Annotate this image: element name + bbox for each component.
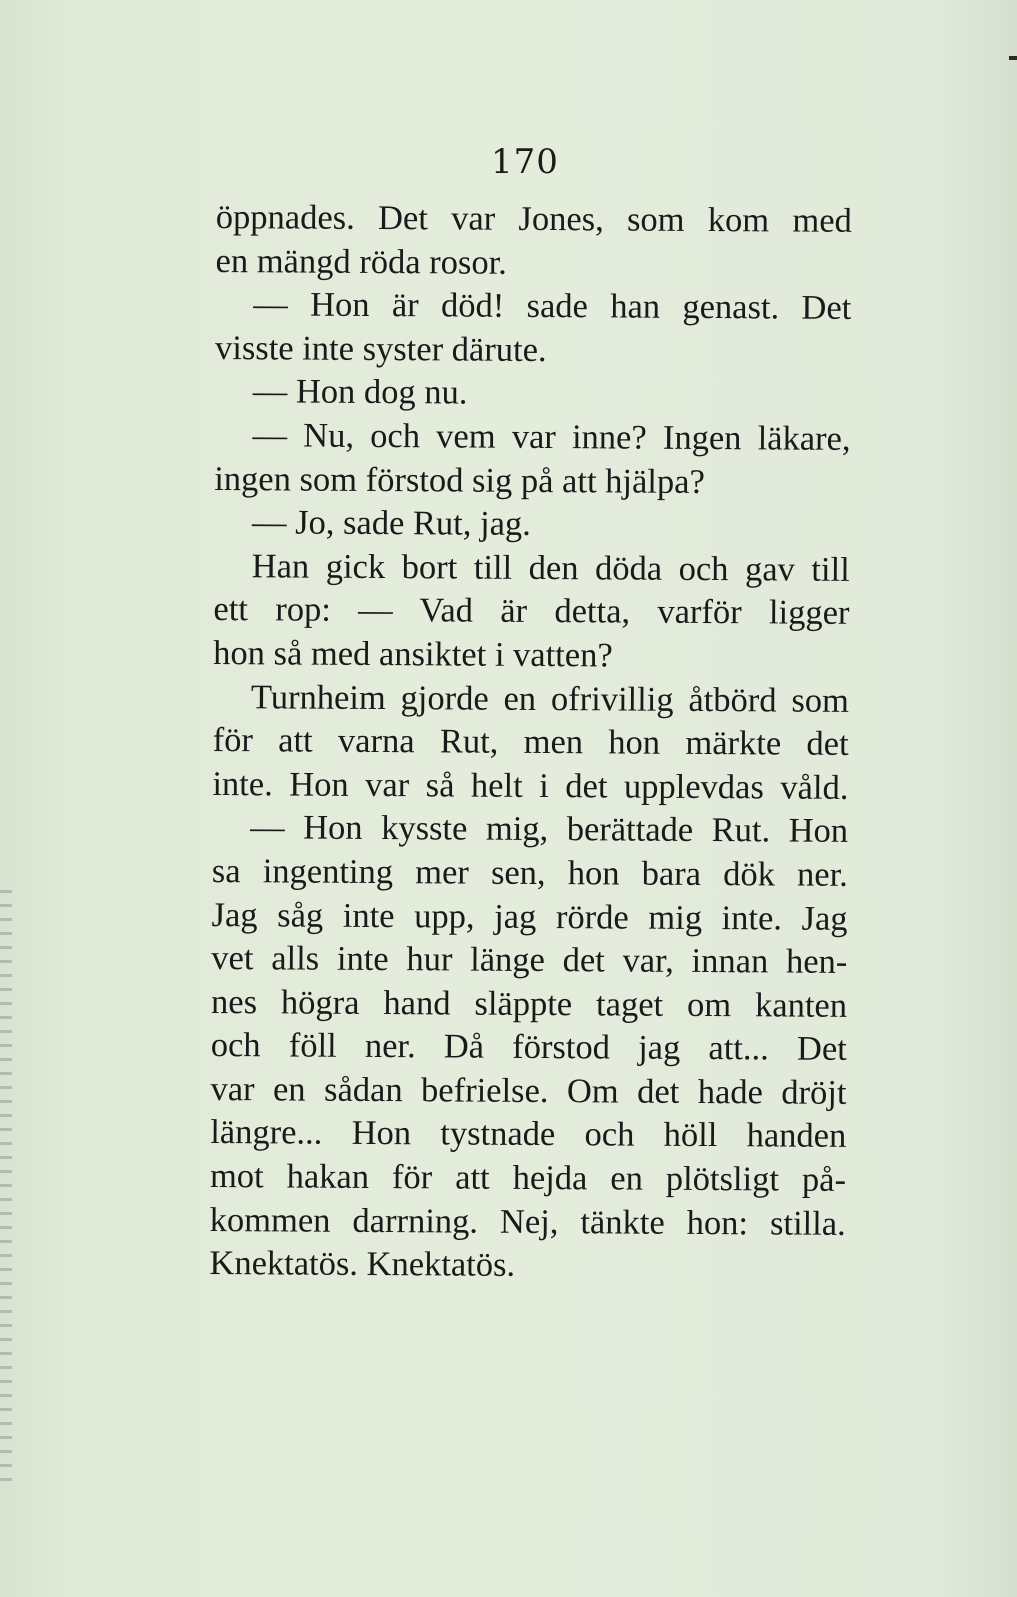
text-line: för att varna Rut, men hon märkte det (212, 721, 849, 763)
text-line: en mängd röda rosor. (215, 241, 507, 282)
text-line: Jag såg inte upp, jag rörde mig inte. Jag (211, 895, 848, 938)
text-line: ingen som förstod sig på att hjälpa? (214, 459, 705, 501)
text-line: ett rop: — Vad är detta, varför ligger (213, 590, 850, 633)
text-line: mot hakan för att hejda en plötsligt på- (209, 1157, 847, 1199)
text-line: — Hon dog nu. (252, 372, 468, 412)
text-line: vet alls inte hur länge det var, innan hen- (211, 939, 848, 981)
binding-edge (0, 890, 12, 1490)
text-line: öppnades. Det var Jones, som kom med (215, 197, 852, 240)
body-text (209, 196, 852, 1290)
text-line: — Nu, och vem var inne? Ingen läkare, (252, 416, 851, 458)
text-line: var en sådan befrielse. Om det hade dröjt (210, 1069, 847, 1112)
text-line: kommen darrning. Nej, tänkte hon: stilla. (209, 1200, 846, 1243)
text-line: — Hon är död! sade han genast. Det (253, 285, 852, 328)
text-line: sa ingenting mer sen, hon bara dök ner. (211, 851, 848, 894)
text-line: inte. Hon var så helt i det upplevdas våld. (212, 764, 849, 807)
page-number: 170 (491, 142, 559, 182)
text-line: Knektatös. Knektatös. (209, 1244, 516, 1285)
text-line: nes högra hand släppte taget om kanten (210, 982, 848, 1025)
text-line: och föll ner. Då förstod jag att... Det (210, 1026, 847, 1069)
text-line: — Jo, sade Rut, jag. (251, 503, 531, 544)
text-line: — Hon kysste mig, berättade Rut. Hon (250, 808, 849, 851)
text-line: hon så med ansiktet i vatten? (213, 633, 613, 675)
text-line: Han gick bort till den döda och gav till (251, 546, 850, 589)
text-line: längre... Hon tystnade och höll handen (210, 1113, 847, 1156)
text-line: visste inte syster därute. (214, 328, 547, 369)
text-line: Turnheim gjorde en ofrivillig åtbörd som (250, 677, 850, 720)
corner-mark (1009, 56, 1017, 60)
